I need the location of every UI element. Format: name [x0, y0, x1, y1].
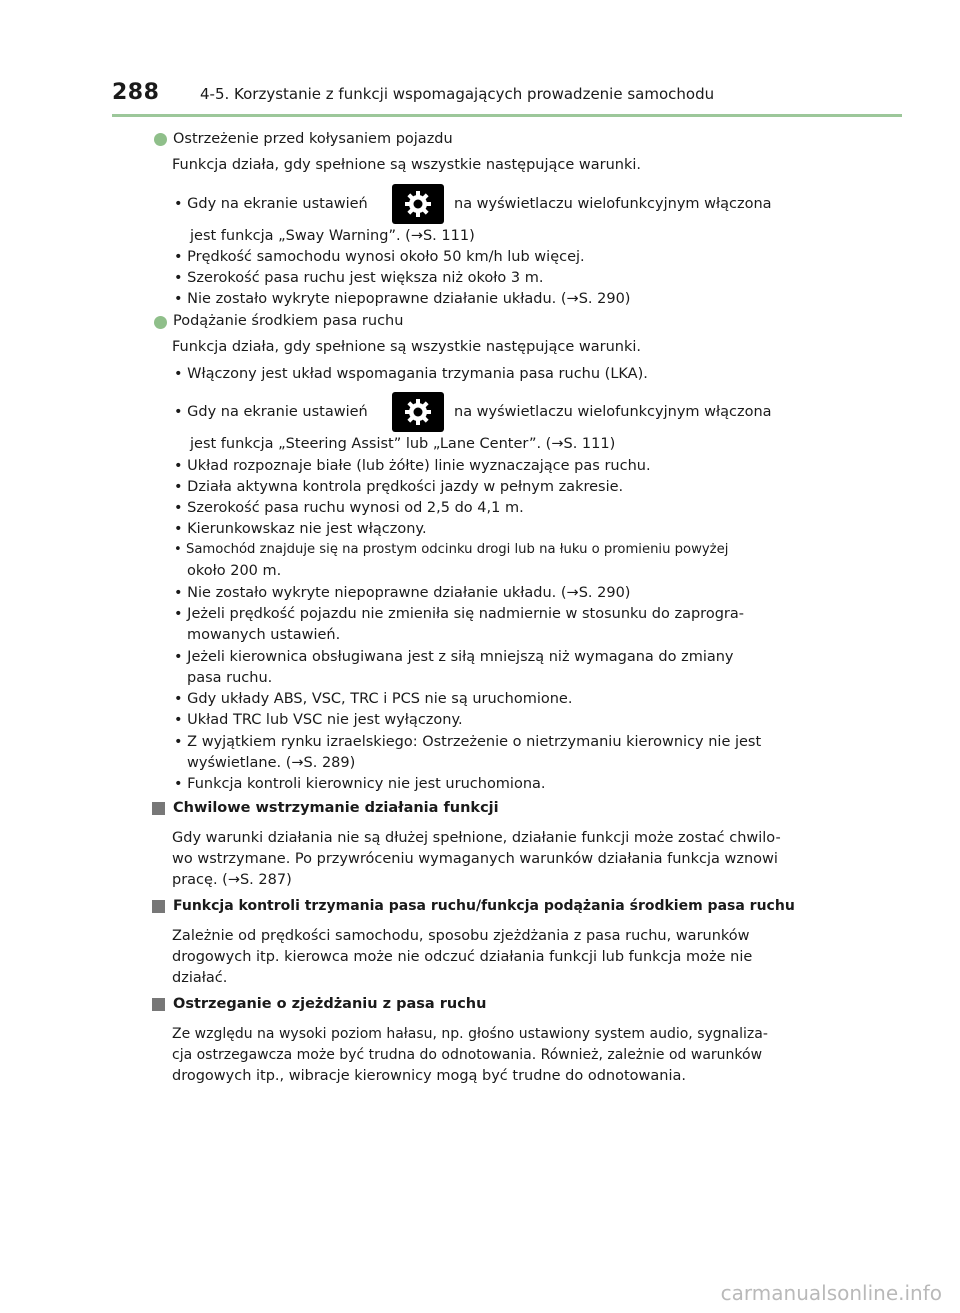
paragraph-line: Gdy warunki działania nie są dłużej spełnione, działanie funkcji może zostać chwilo-: [172, 830, 781, 846]
list-item: • Włączony jest układ wspomagania trzymania pasa ruchu (LKA).: [174, 366, 648, 382]
paragraph-line: wo wstrzymane. Po przywróceniu wymaganych warunków działania funkcja wznowi: [172, 851, 778, 867]
list-item: • Gdy układy ABS, VSC, TRC i PCS nie są uruchomione.: [174, 691, 573, 707]
paragraph-line: Zależnie od prędkości samochodu, sposobu zjeżdżania z pasa ruchu, warunków: [172, 928, 750, 944]
list-item: • Gdy na ekranie ustawień: [174, 404, 368, 420]
list-item: • Szerokość pasa ruchu wynosi od 2,5 do 4,1 m.: [174, 500, 524, 516]
section-title: Ostrzeżenie przed kołysaniem pojazdu: [173, 131, 453, 147]
list-item-cont: jest funkcja „Sway Warning”. (→S. 111): [190, 228, 475, 244]
list-item: • Szerokość pasa ruchu jest większa niż około 3 m.: [174, 270, 544, 286]
list-item: • Samochód znajduje się na prostym odcinku drogi lub na łuku o promieniu powyżej: [174, 542, 729, 557]
page-number: 288: [112, 80, 160, 105]
section-heading: Ostrzeganie o zjeżdżaniu z pasa ruchu: [173, 996, 487, 1012]
paragraph-line: drogowych itp. kierowca może nie odczuć działania funkcji lub funkcja może nie: [172, 949, 753, 965]
list-item: • Nie zostało wykryte niepoprawne działanie układu. (→S. 290): [174, 585, 631, 601]
list-item-cont: około 200 m.: [187, 563, 282, 579]
gear-icon: [392, 392, 444, 432]
list-item: • Gdy na ekranie ustawień: [174, 196, 368, 212]
list-item: • Jeżeli prędkość pojazdu nie zmieniła się nadmiernie w stosunku do zaprogra-: [174, 606, 744, 622]
paragraph-line: drogowych itp., wibracje kierownicy mogą być trudne do odnotowania.: [172, 1068, 686, 1084]
list-item: • Prędkość samochodu wynosi około 50 km/h lub więcej.: [174, 249, 585, 265]
list-item-cont: mowanych ustawień.: [187, 627, 341, 643]
list-item: • Układ rozpoznaje białe (lub żółte) linie wyznaczające pas ruchu.: [174, 458, 651, 474]
list-item: • Z wyjątkiem rynku izraelskiego: Ostrzeżenie o nietrzymaniu kierownicy nie jest: [174, 734, 762, 750]
list-item: • Funkcja kontroli kierownicy nie jest uruchomiona.: [174, 776, 546, 792]
paragraph-line: działać.: [172, 970, 228, 986]
list-item: • Jeżeli kierownica obsługiwana jest z siłą mniejszą niż wymagana do zmiany: [174, 649, 734, 665]
paragraph-line: Ze względu na wysoki poziom hałasu, np. głośno ustawiony system audio, sygnaliza-: [172, 1026, 768, 1042]
watermark: carmanualsonline.info: [720, 1281, 942, 1305]
list-item-cont: wyświetlane. (→S. 289): [187, 755, 356, 771]
paragraph-line: pracę. (→S. 287): [172, 872, 292, 888]
bullet-dot-icon: [154, 316, 167, 329]
section-heading: Funkcja kontroli trzymania pasa ruchu/funkcja podążania środkiem pasa ruchu: [173, 898, 795, 914]
paragraph: Funkcja działa, gdy spełnione są wszystkie następujące warunki.: [172, 157, 641, 173]
section-title: Podążanie środkiem pasa ruchu: [173, 313, 404, 329]
list-item: • Układ TRC lub VSC nie jest wyłączony.: [174, 712, 463, 728]
list-item: • Kierunkowskaz nie jest włączony.: [174, 521, 427, 537]
list-item-cont: jest funkcja „Steering Assist” lub „Lane Center”. (→S. 111): [190, 436, 616, 452]
list-item: • Działa aktywna kontrola prędkości jazdy w pełnym zakresie.: [174, 479, 624, 495]
chapter-title: 4-5. Korzystanie z funkcji wspomagających prowadzenie samochodu: [200, 85, 715, 103]
section-square-icon: [152, 802, 165, 815]
gear-icon: [392, 184, 444, 224]
list-item-tail: na wyświetlaczu wielofunkcyjnym włączona: [454, 404, 772, 420]
bullet-dot-icon: [154, 133, 167, 146]
list-item: • Nie zostało wykryte niepoprawne działanie układu. (→S. 290): [174, 291, 631, 307]
section-square-icon: [152, 900, 165, 913]
paragraph: Funkcja działa, gdy spełnione są wszystkie następujące warunki.: [172, 339, 641, 355]
section-heading: Chwilowe wstrzymanie działania funkcji: [173, 800, 499, 816]
header-rule: [112, 114, 902, 117]
list-item-tail: na wyświetlaczu wielofunkcyjnym włączona: [454, 196, 772, 212]
section-square-icon: [152, 998, 165, 1011]
list-item-cont: pasa ruchu.: [187, 670, 273, 686]
paragraph-line: cja ostrzegawcza może być trudna do odnotowania. Również, zależnie od warunków: [172, 1047, 763, 1063]
